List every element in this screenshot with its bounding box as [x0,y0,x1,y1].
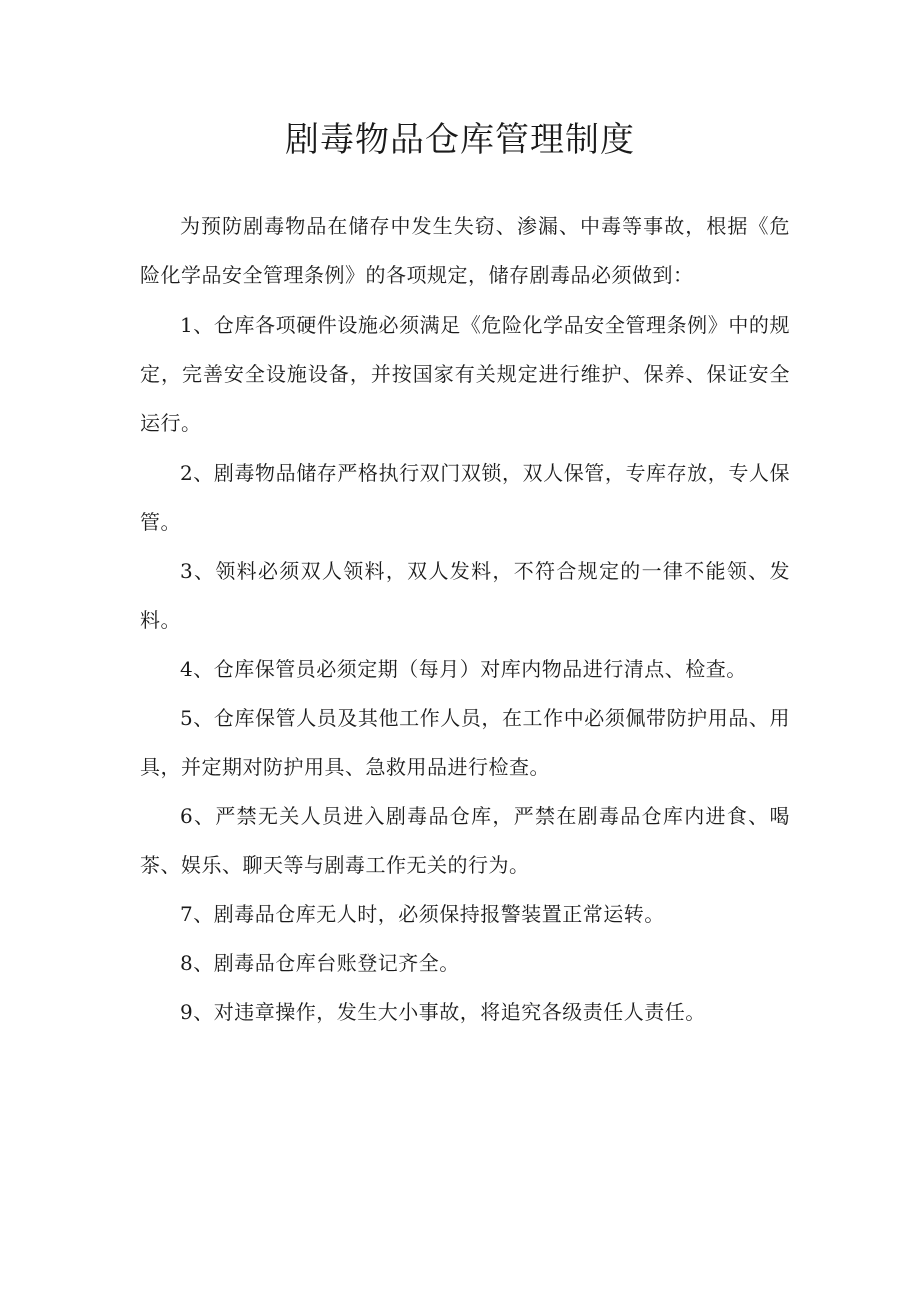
document-title: 剧毒物品仓库管理制度 [285,120,635,160]
rule-item-4: 4、仓库保管员必须定期（每月）对库内物品进行清点、检查。 [180,657,747,681]
rule-item-9: 9、对违章操作，发生大小事故，将追究各级责任人责任。 [180,1000,706,1024]
intro-paragraph: 为预防剧毒物品在储存中发生失窃、渗漏、中毒等事故，根据《危险化学品安全管理条例》的各项规定，储存剧毒品必须做到： [140,214,790,287]
document-body [140,202,790,1037]
rule-item-2: 2、剧毒物品储存严格执行双门双锁，双人保管，专库存放，专人保管。 [140,461,790,534]
rule-item-1: 1、仓库各项硬件设施必须满足《危险化学品安全管理条例》中的规定，完善安全设施设备，并按国家有关规定进行维护、保养、保证安全运行。 [140,313,790,435]
rule-item-8: 8、剧毒品仓库台账登记齐全。 [180,951,460,975]
rule-item-6: 6、严禁无关人员进入剧毒品仓库，严禁在剧毒品仓库内进食、喝茶、娱乐、聊天等与剧毒工作无关的行为。 [140,804,790,877]
rule-item-5: 5、仓库保管人员及其他工作人员，在工作中必须佩带防护用品、用具，并定期对防护用具、急救用品进行检查。 [140,706,790,779]
rule-item-3: 3、领料必须双人领料，双人发料，不符合规定的一律不能领、发料。 [140,559,790,632]
rule-item-7: 7、剧毒品仓库无人时，必须保持报警装置正常运转。 [180,902,665,926]
